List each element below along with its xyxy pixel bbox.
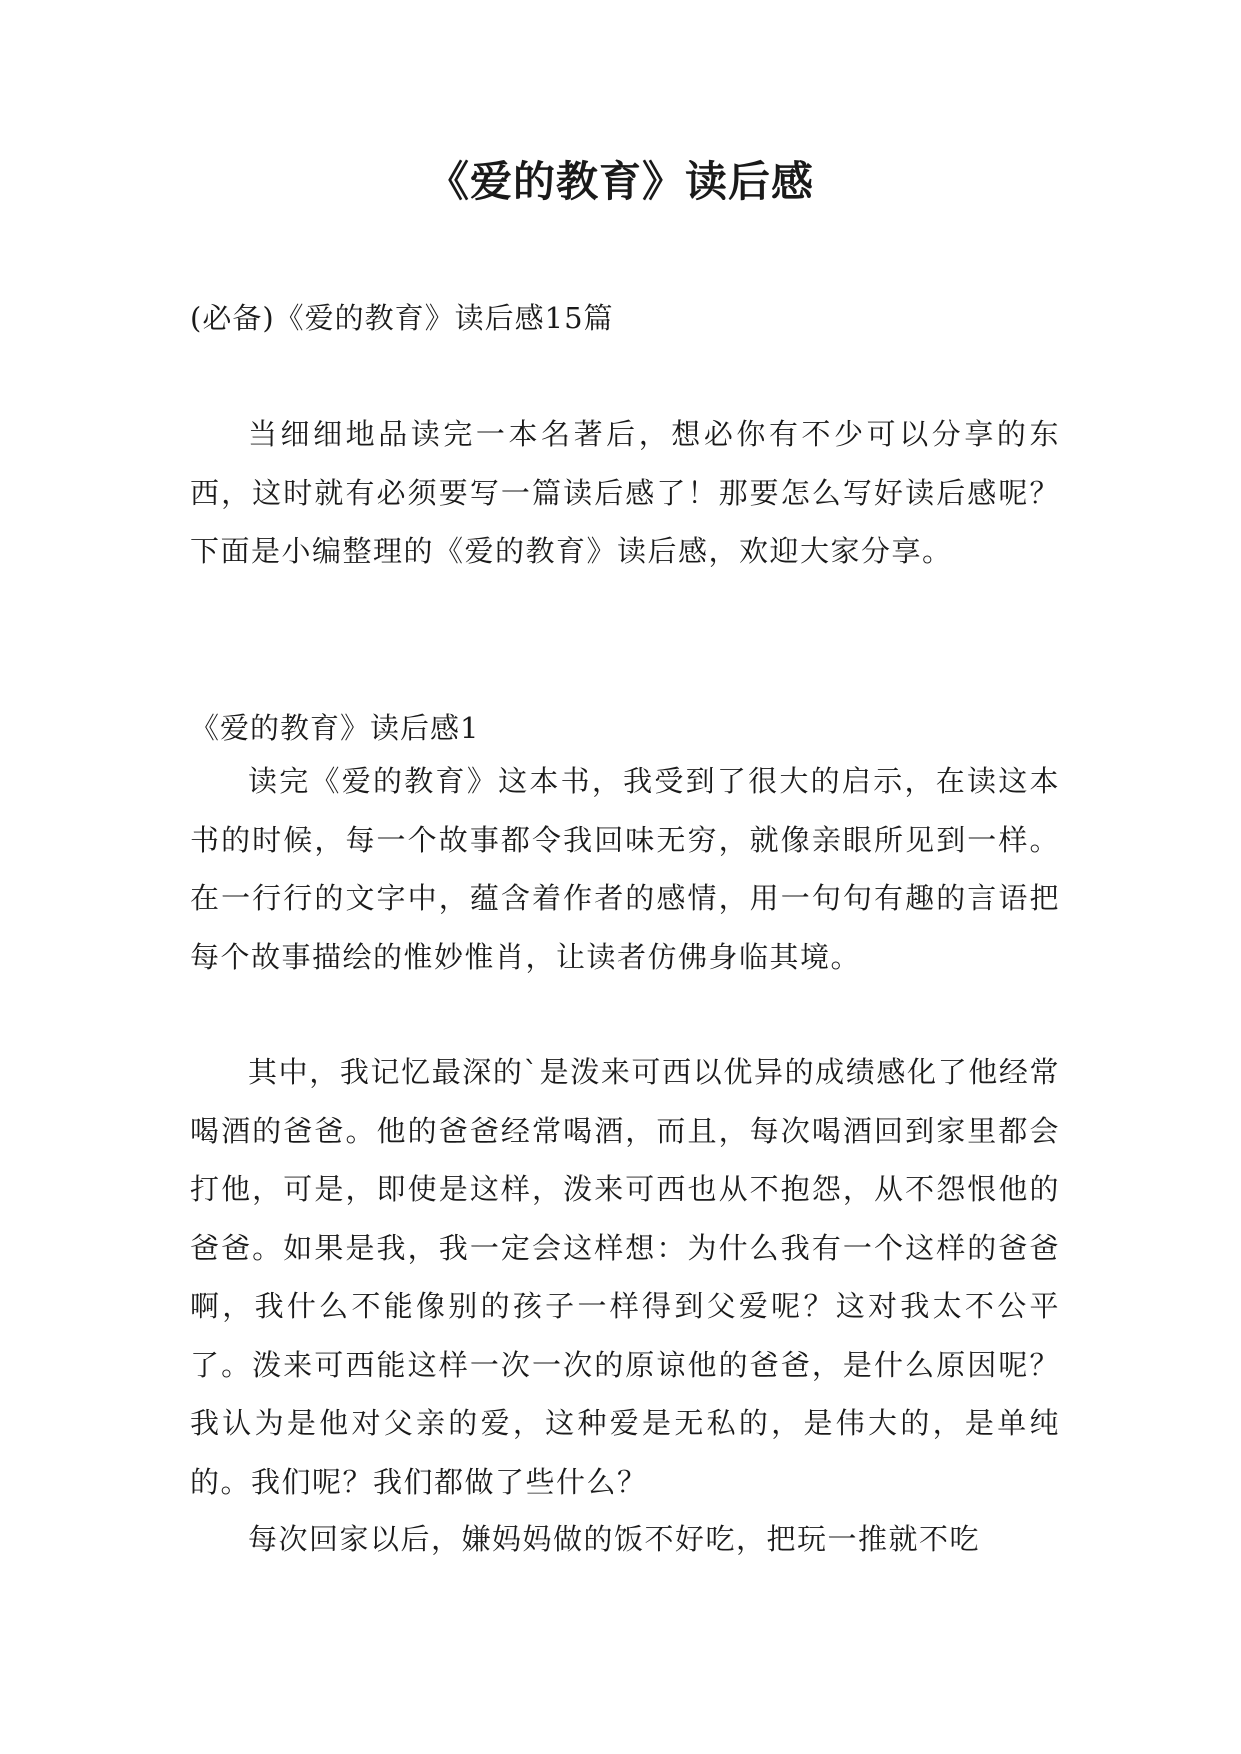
document-subtitle: (必备)《爱的教育》读后感15篇 [190,301,614,335]
intro-paragraph: 当细细地品读完一本名著后，想必你有不少可以分享的东西，这时就有必须要写一篇读后感了！那要怎么写好读后感呢？下面是小编整理的《爱的教育》读后感，欢迎大家分享。 [190,417,1060,568]
section-heading: 《爱的教育》读后感1 [190,711,480,745]
body-paragraph: 其中，我记忆最深的`是泼来可西以优异的成绩感化了他经常喝酒的爸爸。他的爸爸经常喝酒，而且，每次喝酒回到家里都会打他，可是，即使是这样，泼来可西也从不抱怨，从不怨恨他的爸爸。如果是我，我一定会这样想：为什么我有一个这样的爸爸啊，我什么不能像别的孩子一样得到父爱呢？这对我太不公平了。泼来可西能这样一次一次的原谅他的爸爸，是什么原因呢？我认为是他对父亲的爱，这种爱是无私的，是伟大的，是单纯的。我们呢？我们都做了些什么？ [190,1055,1060,1499]
document-title: 《爱的教育》读后感 [426,157,814,206]
body-paragraph: 每次回家以后，嫌妈妈做的饭不好吃，把玩一推就不吃 [248,1522,981,1556]
body-paragraph: 读完《爱的教育》这本书，我受到了很大的启示，在读这本书的时候，每一个故事都令我回味无穷，就像亲眼所见到一样。在一行行的文字中，蕴含着作者的感情，用一句句有趣的言语把每个故事描绘的惟妙惟肖，让读者仿佛身临其境。 [190,764,1060,974]
